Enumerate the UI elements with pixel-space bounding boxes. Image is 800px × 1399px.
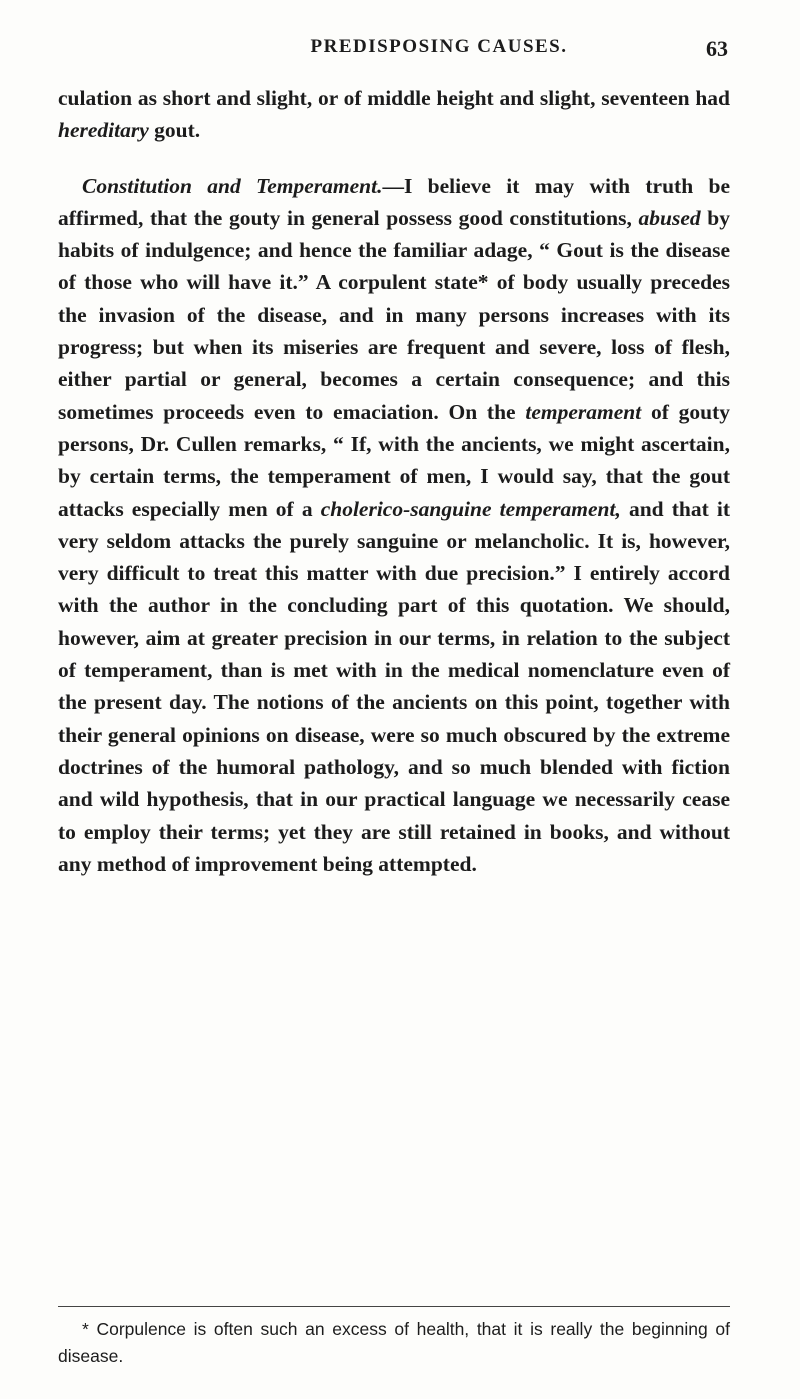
italic-text: temperament [525, 399, 642, 424]
text-run: and that it very seldom attacks the purely sanguine or melancholic. It is, however, very difficult to treat this matter with due precision.” I entirely accord with the author in the concluding part of this quotation. We should, however, aim at greater precision in our terms, in relation to the subject of temperament, than is met with in the medical nomenclature even of the present day. The notions of the ancients on this point, together with their general opinions on disease, were so much obscured by the extreme doctrines of the humoral pathology, and so much blended with fiction and wild hypothesis, that in our practical language we necessarily cease to employ their terms; yet they are still retained in books, and without any method of improvement being attempted. [58, 496, 730, 876]
page-header [60, 36, 728, 76]
running-head: PREDISPOSING CAUSES. [310, 36, 568, 57]
italic-text: hereditary [58, 118, 149, 143]
footnote-text: * Corpulence is often such an excess of health, that it is really the beginning of disease. [58, 1319, 730, 1366]
section-heading: Constitution and Temperament. [82, 173, 383, 198]
page-number: 63 [706, 36, 728, 61]
text-run: by habits of indulgence; and hence the familiar adage, “ Gout is the disease of those who will have it.” A corpulent state* of body usually precedes the invasion of the disease, and in many persons increases with its progress; but when its miseries are frequent and severe, loss of flesh, either partial or general, becomes a certain consequence; and this sometimes proceeds even to emaciation. On the [58, 205, 730, 424]
text-run: —I believe it may with truth be affirmed, that the gouty in general possess good constitutions, [58, 173, 730, 230]
footnote [58, 1316, 730, 1370]
italic-text: abused [638, 205, 701, 230]
text-run: culation as short and slight, or of middle height and slight, seventeen had [58, 86, 730, 110]
italic-text: cholerico-sanguine temperament, [320, 496, 621, 521]
paragraph-constitution [58, 170, 730, 881]
text-run: gout. [148, 118, 201, 143]
paragraph-continuation [58, 82, 730, 147]
body-text [58, 82, 730, 880]
footnote-divider [58, 1306, 730, 1307]
text-run: of gouty persons, Dr. Cullen remarks, “ If, with the ancients, we might ascertain, by certain terms, the temperament of men, I would say, that the gout attacks especially men of a [58, 399, 731, 521]
